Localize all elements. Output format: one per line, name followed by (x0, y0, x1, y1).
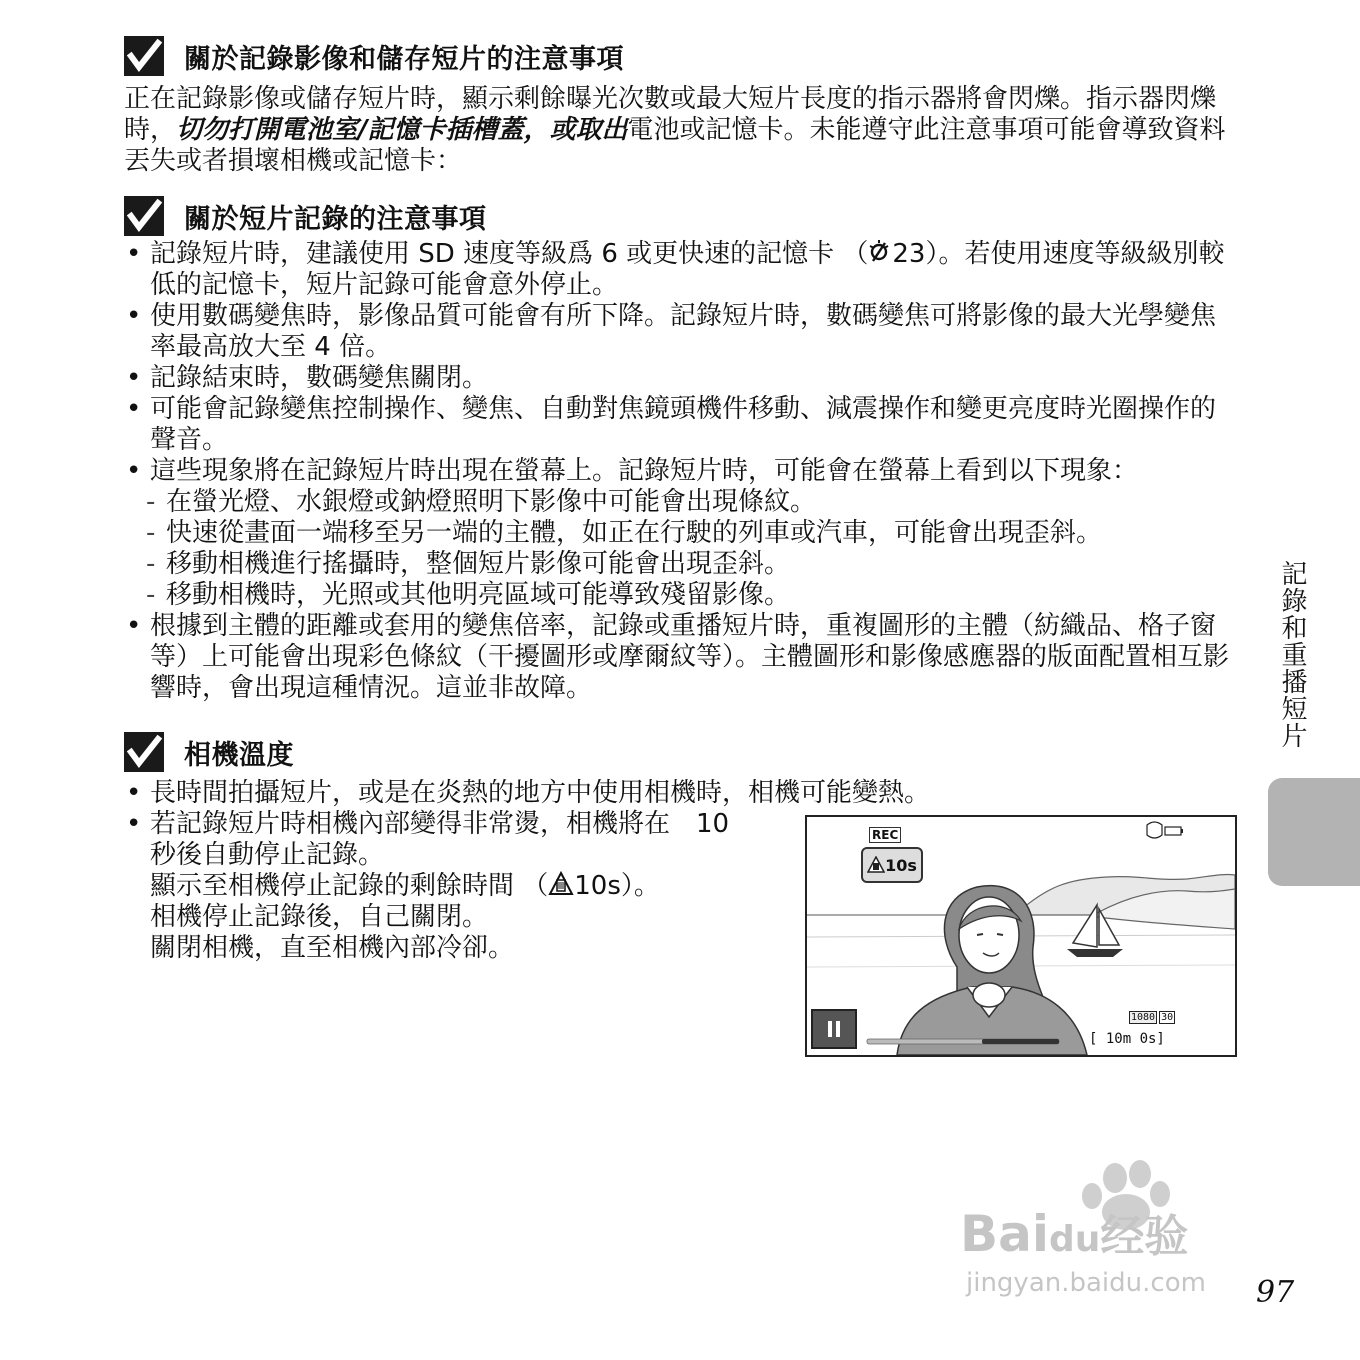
list-item (124, 809, 770, 964)
section-heading (124, 732, 1239, 772)
sub-list-item: - 移動相機時，光照或其他明亮區域可能導致殘留影像。 (144, 580, 1239, 611)
temperature-warning-icon (867, 856, 885, 874)
rec-indicator: REC (869, 827, 901, 843)
chapter-tab (1268, 778, 1360, 886)
list-item (124, 456, 1239, 611)
list-item-text: 記錄短片時，建議使用 SD 速度等級爲 6 或更快速的記憶卡 （ (150, 239, 869, 269)
list-item: • 可能會記錄變焦控制操作、變焦、自動對焦鏡頭機件移動、減震操作和變更亮度時光圈操作的聲音。 (124, 394, 1239, 456)
list-item (124, 239, 1239, 301)
line-text: ）。 (620, 871, 660, 901)
list-item-line (150, 871, 770, 902)
watermark-brand: Bai (960, 1205, 1049, 1263)
sub-list (144, 487, 1239, 611)
remaining-time: [ 10m 0s] (1089, 1031, 1165, 1047)
bullet-list (124, 239, 1239, 704)
paragraph-text: 正在記錄影像或儲存短片時，顯示剩餘曝光次數或最大短片長度的指示器將會閃爍。指示器閃爍時， (124, 84, 1217, 145)
pause-button[interactable] (811, 1009, 857, 1049)
sub-list-item: - 快速從畫面一端移至另一端的主體，如正在行駛的列車或汽車，可能會出現歪斜。 (144, 518, 1239, 549)
section-title: 關於記錄影像和儲存短片的注意事項 (184, 43, 624, 75)
list-item-text: ）。若使用速度等級級別較低的記憶卡，短片記錄可能會意外停止。 (150, 239, 1225, 300)
section-recording-storage-notes (124, 36, 1239, 177)
line-text: 顯示至相機停止記錄的剩餘時間 （ (150, 871, 549, 901)
sub-list-item: - 移動相機進行搖攝時，整個短片影像可能會出現歪斜。 (144, 549, 1239, 580)
list-item-line: • 若記錄短片時相機內部變得非常燙，相機將在 10 (150, 809, 730, 839)
pause-icon (826, 1020, 842, 1038)
page-number: 97 (1256, 1275, 1295, 1310)
vibration-reduction-icon (1147, 822, 1162, 838)
caution-check-icon (124, 36, 164, 76)
list-item: • 長時間拍攝短片，或是在炎熱的地方中使用相機時，相機可能變熱。 (124, 778, 1239, 809)
section-heading (124, 36, 1239, 76)
temperature-warning-icon (548, 871, 574, 897)
countdown-text: 10s (574, 871, 621, 901)
caution-check-icon (124, 196, 164, 236)
section-movie-recording-notes (124, 196, 1239, 704)
baidu-watermark-logo (960, 1150, 1280, 1310)
list-item: • 使用數碼變焦時，影像品質可能會有所下降。記錄短片時，數碼變焦可將影像的最大光學變焦率最高放大至 4 倍。 (124, 301, 1239, 363)
movie-frame-rate: 30 (1161, 1012, 1174, 1023)
chapter-side-label: 記錄和重播短片 (1277, 560, 1307, 749)
reference-section-icon (868, 239, 892, 265)
camera-screen-illustration (805, 815, 1237, 1057)
caution-check-icon (124, 732, 164, 772)
section-title: 關於短片記錄的注意事項 (184, 203, 487, 235)
list-item-line: 相機停止記錄後，自己關閉。 (150, 902, 489, 932)
paragraph-text: 電池或記憶卡。未能遵守此注意事項可能會導致資料丟失或者損壞相機或記憶卡： (124, 115, 1226, 176)
section-title: 相機溫度 (184, 739, 294, 771)
movie-resolution: 1080 (1131, 1012, 1156, 1023)
section-heading (124, 196, 1239, 236)
page-reference: 23 (892, 239, 926, 269)
watermark-brand-cn: 经验 (1100, 1211, 1189, 1262)
section-paragraph (124, 84, 1239, 177)
list-item: • 記錄結束時，數碼變焦關閉。 (124, 363, 1239, 394)
watermark-url: jingyan.baidu.com (966, 1268, 1206, 1298)
battery-icon (1165, 827, 1183, 835)
countdown-badge (861, 847, 923, 883)
list-item-line: 秒後自動停止記錄。 (150, 840, 385, 870)
list-item: • 根據到主體的距離或套用的變焦倍率，記錄或重播短片時，重複圖形的主體（紡織品、格子窗等）上可能會出現彩色條紋（干擾圖形或摩爾紋等）。主體圖形和影像感應器的版面配置相互影響時，會出現這種情況。這並非故障。 (124, 611, 1239, 704)
countdown-value: 10s (885, 855, 917, 875)
movie-mode-indicator (1129, 1011, 1175, 1024)
emphasis-text: 切勿打開電池室/記憶卡插槽蓋，或取出 (176, 115, 628, 145)
sub-list-item: - 在螢光燈、水銀燈或鈉燈照明下影像中可能會出現條紋。 (144, 487, 1239, 518)
watermark-brand-du: du (1049, 1219, 1101, 1260)
list-item-text: 這些現象將在記錄短片時出現在螢幕上。記錄短片時，可能會在螢幕上看到以下現象： (150, 456, 1139, 486)
list-item-line: 關閉相機，直至相機內部冷卻。 (150, 933, 515, 963)
